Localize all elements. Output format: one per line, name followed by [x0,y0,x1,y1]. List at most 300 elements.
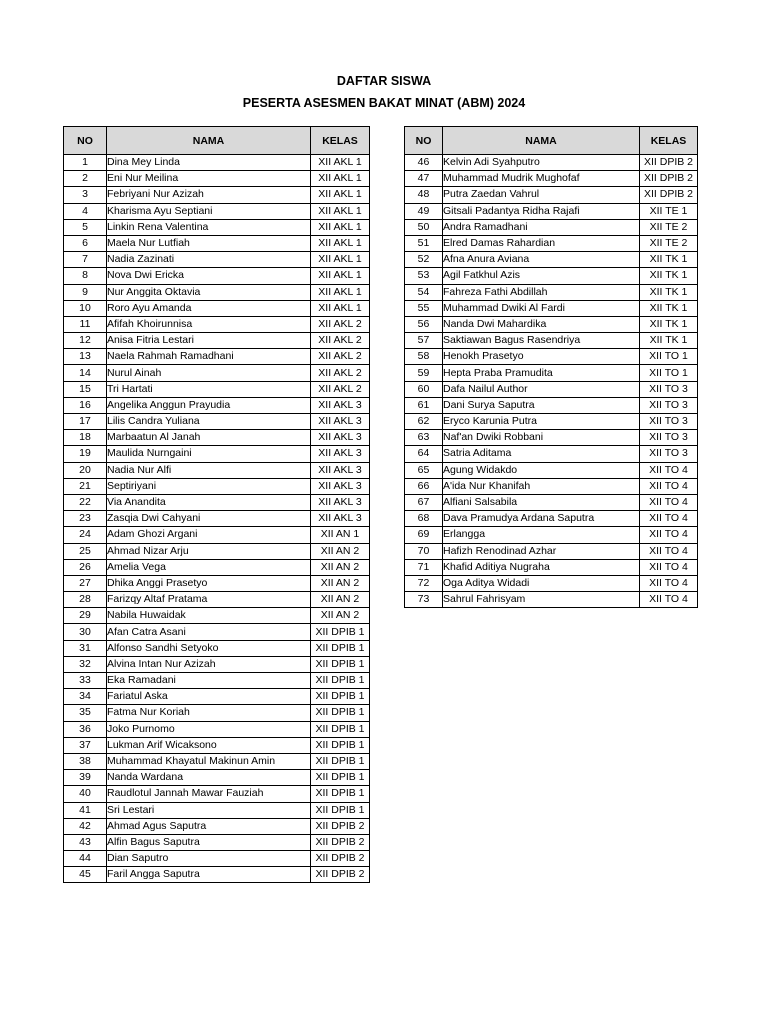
student-class: XII DPIB 1 [311,721,370,737]
student-row [64,818,370,834]
student-name: Lukman Arif Wicaksono [107,737,311,753]
student-row [64,640,370,656]
student-number: 56 [405,316,443,332]
student-name: Maela Nur Lutfiah [107,235,311,251]
student-class: XII AKL 1 [311,235,370,251]
student-row [64,430,370,446]
student-row [64,155,370,171]
student-number: 69 [405,527,443,543]
student-number: 45 [64,867,107,883]
student-class: XII TK 1 [640,268,698,284]
student-number: 19 [64,446,107,462]
student-class: XII AN 1 [311,527,370,543]
student-class: XII AN 2 [311,543,370,559]
student-row [64,333,370,349]
student-name: Ahmad Nizar Arju [107,543,311,559]
student-name: Kharisma Ayu Septiani [107,203,311,219]
student-class: XII DPIB 1 [311,705,370,721]
student-row [405,511,698,527]
student-number: 62 [405,414,443,430]
document-header [0,70,768,114]
student-class: XII TO 4 [640,462,698,478]
student-row [64,381,370,397]
student-class: XII AKL 3 [311,414,370,430]
student-class: XII AKL 2 [311,365,370,381]
student-row [405,171,698,187]
student-class: XII AKL 1 [311,284,370,300]
student-number: 64 [405,446,443,462]
student-number: 72 [405,575,443,591]
student-table-left [63,126,370,883]
student-number: 9 [64,284,107,300]
student-class: XII AKL 1 [311,187,370,203]
student-row [405,187,698,203]
student-class: XII TO 3 [640,446,698,462]
student-row [405,333,698,349]
student-row [405,155,698,171]
student-row [64,478,370,494]
table-header-row [405,127,698,155]
student-class: XII TE 1 [640,203,698,219]
student-class: XII TK 1 [640,333,698,349]
student-number: 67 [405,494,443,510]
student-row [405,365,698,381]
student-class: XII AN 2 [311,608,370,624]
student-name: Tri Hartati [107,381,311,397]
student-row [64,284,370,300]
student-row [64,592,370,608]
student-class: XII DPIB 1 [311,689,370,705]
student-row [64,705,370,721]
student-number: 61 [405,397,443,413]
student-class: XII TO 1 [640,349,698,365]
student-name: Nova Dwi Ericka [107,268,311,284]
student-name: Farizqy Altaf Pratama [107,592,311,608]
student-row [64,414,370,430]
student-class: XII AKL 2 [311,333,370,349]
student-name: Agung Widakdo [443,462,640,478]
student-class: XII DPIB 1 [311,624,370,640]
student-name: Erlangga [443,527,640,543]
student-row [64,316,370,332]
student-row [64,673,370,689]
student-row [405,430,698,446]
student-class: XII AKL 1 [311,219,370,235]
student-class: XII AKL 1 [311,203,370,219]
student-number: 47 [405,171,443,187]
student-number: 71 [405,559,443,575]
student-row [64,851,370,867]
column-header-nama: NAMA [107,127,311,155]
student-number: 27 [64,575,107,591]
student-name: Muhammad Mudrik Mughofaf [443,171,640,187]
student-number: 73 [405,592,443,608]
student-row [405,381,698,397]
student-name: Raudlotul Jannah Mawar Fauziah [107,786,311,802]
student-number: 1 [64,155,107,171]
student-row [64,203,370,219]
student-class: XII AKL 3 [311,511,370,527]
student-row [64,171,370,187]
student-number: 14 [64,365,107,381]
student-row [64,300,370,316]
student-row [64,753,370,769]
student-class: XII DPIB 2 [640,187,698,203]
student-name: Khafid Aditiya Nugraha [443,559,640,575]
student-name: Alfin Bagus Saputra [107,834,311,850]
student-number: 4 [64,203,107,219]
student-row [405,414,698,430]
student-name: Zasqia Dwi Cahyani [107,511,311,527]
student-row [64,770,370,786]
student-number: 55 [405,300,443,316]
student-row [405,268,698,284]
student-number: 54 [405,284,443,300]
student-class: XII TO 4 [640,575,698,591]
student-name: Ahmad Agus Saputra [107,818,311,834]
student-name: Naela Rahmah Ramadhani [107,349,311,365]
student-table-right [404,126,698,608]
student-row [405,300,698,316]
student-class: XII AKL 1 [311,155,370,171]
student-class: XII DPIB 1 [311,770,370,786]
student-name: Saktiawan Bagus Rasendriya [443,333,640,349]
student-class: XII AN 2 [311,575,370,591]
student-number: 51 [405,235,443,251]
student-class: XII AKL 3 [311,397,370,413]
student-number: 60 [405,381,443,397]
student-class: XII DPIB 1 [311,802,370,818]
student-number: 63 [405,430,443,446]
student-name: Septiriyani [107,478,311,494]
student-row [64,446,370,462]
student-class: XII AKL 3 [311,494,370,510]
student-row [64,721,370,737]
student-row [64,543,370,559]
student-name: Gitsali Padantya Ridha Rajafi [443,203,640,219]
student-number: 23 [64,511,107,527]
student-row [405,284,698,300]
student-row [405,349,698,365]
student-name: Adam Ghozi Argani [107,527,311,543]
student-row [64,462,370,478]
student-class: XII DPIB 1 [311,656,370,672]
student-name: Dian Saputro [107,851,311,867]
student-number: 5 [64,219,107,235]
student-name: Nadia Zazinati [107,252,311,268]
student-name: A'ida Nur Khanifah [443,478,640,494]
student-class: XII TO 1 [640,365,698,381]
student-name: Anisa Fitria Lestari [107,333,311,349]
table-header-row [64,127,370,155]
student-number: 15 [64,381,107,397]
student-class: XII TK 1 [640,284,698,300]
student-number: 49 [405,203,443,219]
student-class: XII TO 3 [640,381,698,397]
student-row [405,446,698,462]
student-number: 3 [64,187,107,203]
student-row [64,624,370,640]
student-name: Angelika Anggun Prayudia [107,397,311,413]
student-name: Nurul Ainah [107,365,311,381]
student-name: Elred Damas Rahardian [443,235,640,251]
student-row [64,397,370,413]
student-name: Sahrul Fahrisyam [443,592,640,608]
student-number: 66 [405,478,443,494]
student-number: 42 [64,818,107,834]
student-class: XII TO 3 [640,414,698,430]
student-name: Eryco Karunia Putra [443,414,640,430]
student-class: XII TO 3 [640,430,698,446]
student-class: XII TO 4 [640,559,698,575]
student-row [64,187,370,203]
student-name: Andra Ramadhani [443,219,640,235]
document-title: DAFTAR SISWA [336,74,432,88]
student-number: 6 [64,235,107,251]
student-row [64,219,370,235]
student-row [405,316,698,332]
student-number: 36 [64,721,107,737]
student-name: Nadia Nur Alfi [107,462,311,478]
student-name: Nanda Wardana [107,770,311,786]
student-class: XII DPIB 2 [640,171,698,187]
student-name: Faril Angga Saputra [107,867,311,883]
student-class: XII TK 1 [640,300,698,316]
student-name: Fatma Nur Koriah [107,705,311,721]
student-row [64,527,370,543]
student-class: XII AN 2 [311,592,370,608]
column-header-nama: NAMA [443,127,640,155]
student-class: XII TE 2 [640,219,698,235]
student-class: XII AKL 2 [311,316,370,332]
student-name: Via Anandita [107,494,311,510]
column-header-no: NO [405,127,443,155]
student-class: XII AN 2 [311,559,370,575]
student-number: 58 [405,349,443,365]
student-name: Nanda Dwi Mahardika [443,316,640,332]
student-number: 28 [64,592,107,608]
student-name: Linkin Rena Valentina [107,219,311,235]
student-number: 50 [405,219,443,235]
student-number: 18 [64,430,107,446]
student-name: Henokh Prasetyo [443,349,640,365]
student-number: 13 [64,349,107,365]
student-name: Nabila Huwaidak [107,608,311,624]
student-number: 53 [405,268,443,284]
student-number: 59 [405,365,443,381]
student-number: 39 [64,770,107,786]
student-name: Oga Aditya Widadi [443,575,640,591]
student-class: XII AKL 2 [311,381,370,397]
student-name: Fariatul Aska [107,689,311,705]
student-row [64,365,370,381]
student-name: Joko Purnomo [107,721,311,737]
student-name: Putra Zaedan Vahrul [443,187,640,203]
student-number: 16 [64,397,107,413]
student-number: 35 [64,705,107,721]
student-row [405,592,698,608]
student-row [405,559,698,575]
student-number: 32 [64,656,107,672]
student-row [64,252,370,268]
student-name: Fahreza Fathi Abdillah [443,284,640,300]
student-class: XII TO 4 [640,543,698,559]
student-name: Maulida Nurngaini [107,446,311,462]
document-subtitle: PESERTA ASESMEN BAKAT MINAT (ABM) 2024 [242,96,526,110]
student-number: 70 [405,543,443,559]
student-name: Sri Lestari [107,802,311,818]
student-row [64,867,370,883]
student-row [405,397,698,413]
student-class: XII DPIB 2 [311,851,370,867]
student-name: Lilis Candra Yuliana [107,414,311,430]
student-row [64,656,370,672]
student-number: 17 [64,414,107,430]
student-name: Satria Aditama [443,446,640,462]
student-row [64,608,370,624]
student-class: XII TK 1 [640,252,698,268]
student-class: XII DPIB 2 [311,834,370,850]
student-row [64,834,370,850]
student-number: 29 [64,608,107,624]
student-number: 40 [64,786,107,802]
student-number: 38 [64,753,107,769]
student-number: 25 [64,543,107,559]
student-class: XII DPIB 2 [640,155,698,171]
student-class: XII DPIB 2 [311,867,370,883]
student-number: 10 [64,300,107,316]
student-number: 57 [405,333,443,349]
student-number: 41 [64,802,107,818]
student-number: 8 [64,268,107,284]
student-class: XII TO 4 [640,511,698,527]
student-class: XII TO 3 [640,397,698,413]
student-row [64,802,370,818]
student-name: Dava Pramudya Ardana Saputra [443,511,640,527]
student-class: XII TO 4 [640,527,698,543]
student-class: XII DPIB 1 [311,640,370,656]
student-row [64,349,370,365]
student-name: Afifah Khoirunnisa [107,316,311,332]
student-row [405,527,698,543]
student-row [405,575,698,591]
student-number: 7 [64,252,107,268]
student-name: Dhika Anggi Prasetyo [107,575,311,591]
student-name: Nur Anggita Oktavia [107,284,311,300]
student-number: 37 [64,737,107,753]
student-row [64,235,370,251]
student-name: Hepta Praba Pramudita [443,365,640,381]
student-name: Afan Catra Asani [107,624,311,640]
student-class: XII AKL 1 [311,171,370,187]
student-class: XII TK 1 [640,316,698,332]
student-number: 68 [405,511,443,527]
student-name: Dina Mey Linda [107,155,311,171]
student-name: Agil Fatkhul Azis [443,268,640,284]
student-number: 34 [64,689,107,705]
student-name: Dani Surya Saputra [443,397,640,413]
student-number: 48 [405,187,443,203]
student-row [64,559,370,575]
student-name: Roro Ayu Amanda [107,300,311,316]
student-row [405,478,698,494]
student-class: XII AKL 2 [311,349,370,365]
student-class: XII DPIB 1 [311,753,370,769]
student-name: Alvina Intan Nur Azizah [107,656,311,672]
student-name: Dafa Nailul Author [443,381,640,397]
student-name: Marbaatun Al Janah [107,430,311,446]
student-row [64,575,370,591]
column-header-no: NO [64,127,107,155]
student-number: 20 [64,462,107,478]
student-class: XII DPIB 2 [311,818,370,834]
student-name: Hafizh Renodinad Azhar [443,543,640,559]
student-row [64,268,370,284]
student-row [405,543,698,559]
student-name: Febriyani Nur Azizah [107,187,311,203]
student-name: Afna Anura Aviana [443,252,640,268]
student-name: Amelia Vega [107,559,311,575]
student-row [405,219,698,235]
student-number: 2 [64,171,107,187]
student-number: 26 [64,559,107,575]
student-number: 65 [405,462,443,478]
student-class: XII TO 4 [640,494,698,510]
column-header-kelas: KELAS [311,127,370,155]
student-row [64,511,370,527]
student-name: Kelvin Adi Syahputro [443,155,640,171]
student-name: Muhammad Khayatul Makinun Amin [107,753,311,769]
student-number: 21 [64,478,107,494]
student-number: 33 [64,673,107,689]
student-row [405,235,698,251]
student-number: 24 [64,527,107,543]
student-name: Eka Ramadani [107,673,311,689]
student-number: 46 [405,155,443,171]
student-name: Alfonso Sandhi Setyoko [107,640,311,656]
column-header-kelas: KELAS [640,127,698,155]
student-name: Naf'an Dwiki Robbani [443,430,640,446]
student-number: 30 [64,624,107,640]
student-name: Alfiani Salsabila [443,494,640,510]
student-name: Eni Nur Meilina [107,171,311,187]
student-class: XII AKL 3 [311,462,370,478]
student-number: 44 [64,851,107,867]
student-row [405,203,698,219]
student-class: XII AKL 3 [311,430,370,446]
student-row [64,786,370,802]
student-class: XII TE 2 [640,235,698,251]
student-class: XII AKL 3 [311,446,370,462]
student-row [64,737,370,753]
student-row [405,462,698,478]
student-row [405,252,698,268]
student-name: Muhammad Dwiki Al Fardi [443,300,640,316]
student-class: XII DPIB 1 [311,737,370,753]
student-row [64,689,370,705]
student-number: 43 [64,834,107,850]
student-class: XII AKL 1 [311,300,370,316]
student-class: XII DPIB 1 [311,673,370,689]
student-number: 12 [64,333,107,349]
student-row [405,494,698,510]
student-number: 11 [64,316,107,332]
student-number: 22 [64,494,107,510]
student-class: XII TO 4 [640,478,698,494]
student-class: XII DPIB 1 [311,786,370,802]
student-number: 52 [405,252,443,268]
student-number: 31 [64,640,107,656]
